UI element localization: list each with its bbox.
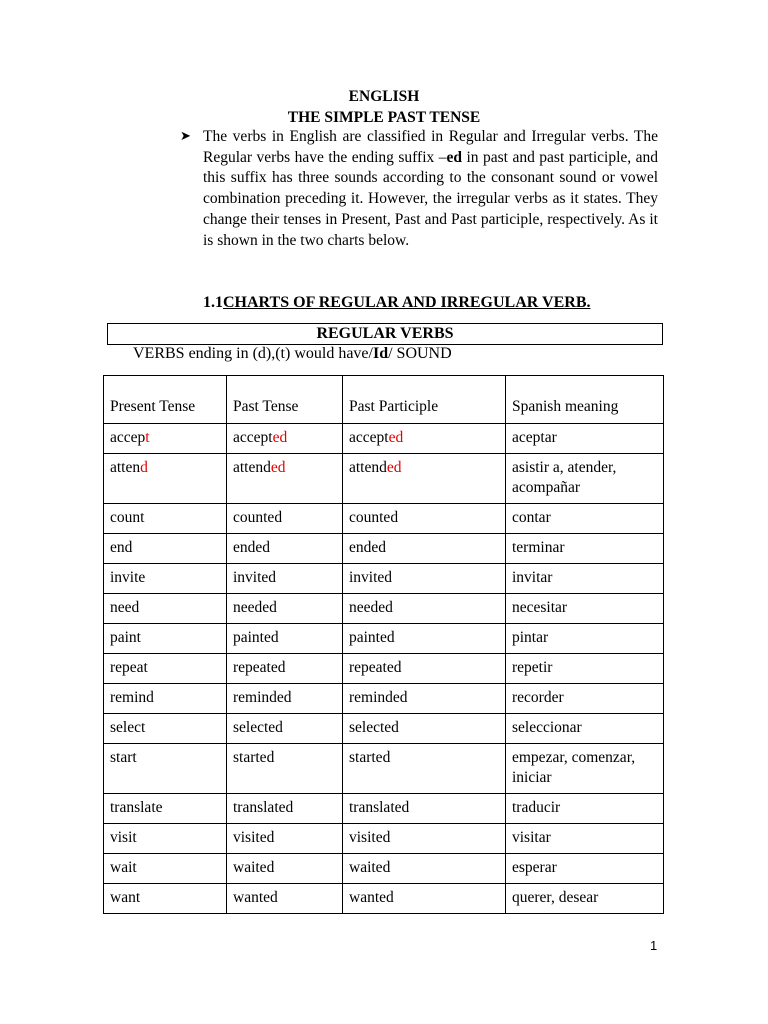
- table-row: [104, 744, 664, 794]
- intro-text-part2: in past and past participle, and this suffix has three sounds according to the consonant sound or vowel combination preceding it. However, the irregular verbs as it states. They change their tenses in Present, Past and Past participle, respectively. As it is shown in the two charts below.: [203, 148, 658, 249]
- cell-past: needed: [227, 594, 343, 624]
- table-header-row: [104, 376, 664, 424]
- document-title: ENGLISH: [348, 88, 420, 105]
- cell-past: [227, 424, 343, 454]
- cell-participle: [343, 424, 506, 454]
- cell-past: repeated: [227, 654, 343, 684]
- suffix-highlight: ed: [272, 429, 288, 446]
- stem: accept: [349, 429, 389, 446]
- cell-present: wait: [104, 854, 227, 884]
- cell-past: wanted: [227, 884, 343, 914]
- table-row: [104, 824, 664, 854]
- table-row: [104, 714, 664, 744]
- cell-participle: started: [343, 744, 506, 794]
- regular-verbs-box-title: REGULAR VERBS: [107, 323, 663, 345]
- table-row: [104, 504, 664, 534]
- cell-spanish: aceptar: [506, 424, 664, 454]
- cell-spanish: visitar: [506, 824, 664, 854]
- subheading-prefix: VERBS ending in (d),(t) would have/: [133, 345, 373, 362]
- cell-participle: painted: [343, 624, 506, 654]
- header-spanish-meaning: Spanish meaning: [506, 376, 664, 424]
- cell-present: end: [104, 534, 227, 564]
- cell-present: select: [104, 714, 227, 744]
- suffix-highlight: ed: [386, 459, 402, 476]
- cell-spanish: recorder: [506, 684, 664, 714]
- table-row: [104, 624, 664, 654]
- cell-past: visited: [227, 824, 343, 854]
- cell-present: translate: [104, 794, 227, 824]
- stem: attend: [349, 459, 387, 476]
- page-number: 1: [650, 938, 658, 953]
- cell-present: need: [104, 594, 227, 624]
- intro-suffix-bold: ed: [446, 148, 462, 166]
- header-past-tense: Past Tense: [227, 376, 343, 424]
- header-past-participle: Past Participle: [343, 376, 506, 424]
- cell-past: reminded: [227, 684, 343, 714]
- cell-spanish: querer, desear: [506, 884, 664, 914]
- cell-present: [104, 454, 227, 504]
- cell-present: paint: [104, 624, 227, 654]
- cell-past: selected: [227, 714, 343, 744]
- intro-text-part1: The verbs in English are classified in Regular and Irregular verbs. The Regular verbs have the ending suffix –: [203, 128, 658, 166]
- cell-spanish: traducir: [506, 794, 664, 824]
- table-row: [104, 884, 664, 914]
- cell-present: count: [104, 504, 227, 534]
- header-present-tense: Present Tense: [104, 376, 227, 424]
- ending-highlight: t: [145, 429, 150, 446]
- table-row: [104, 854, 664, 884]
- cell-spanish: contar: [506, 504, 664, 534]
- cell-past: invited: [227, 564, 343, 594]
- stem: attend: [233, 459, 271, 476]
- arrow-bullet-icon: ➤: [180, 128, 191, 143]
- suffix-highlight: ed: [270, 459, 286, 476]
- cell-past: counted: [227, 504, 343, 534]
- cell-present: visit: [104, 824, 227, 854]
- document-subtitle: THE SIMPLE PAST TENSE: [287, 109, 481, 126]
- section-title: CHARTS OF REGULAR AND IRREGULAR VERB.: [223, 294, 591, 311]
- table-row: [104, 564, 664, 594]
- table-row: [104, 654, 664, 684]
- cell-present: invite: [104, 564, 227, 594]
- cell-past: waited: [227, 854, 343, 884]
- cell-participle: invited: [343, 564, 506, 594]
- stem: accep: [110, 429, 146, 446]
- ending-highlight: d: [140, 459, 148, 476]
- stem: accept: [233, 429, 273, 446]
- cell-spanish: esperar: [506, 854, 664, 884]
- table-row: [104, 594, 664, 624]
- table-row: [104, 684, 664, 714]
- cell-spanish: repetir: [506, 654, 664, 684]
- cell-past: painted: [227, 624, 343, 654]
- cell-participle: waited: [343, 854, 506, 884]
- cell-past: [227, 454, 343, 504]
- cell-spanish: terminar: [506, 534, 664, 564]
- stem: atten: [110, 459, 141, 476]
- cell-spanish: empezar, comenzar, iniciar: [506, 744, 664, 794]
- cell-present: [104, 424, 227, 454]
- cell-present: want: [104, 884, 227, 914]
- cell-participle: reminded: [343, 684, 506, 714]
- cell-present: remind: [104, 684, 227, 714]
- cell-present: start: [104, 744, 227, 794]
- cell-participle: ended: [343, 534, 506, 564]
- cell-spanish: seleccionar: [506, 714, 664, 744]
- cell-spanish: necesitar: [506, 594, 664, 624]
- cell-participle: needed: [343, 594, 506, 624]
- cell-past: started: [227, 744, 343, 794]
- table-row: [104, 534, 664, 564]
- subheading-suffix: / SOUND: [388, 345, 452, 362]
- cell-spanish: pintar: [506, 624, 664, 654]
- cell-participle: translated: [343, 794, 506, 824]
- cell-past: ended: [227, 534, 343, 564]
- table-row: [104, 794, 664, 824]
- table-row: [104, 454, 664, 504]
- section-heading: [203, 294, 590, 312]
- cell-spanish: asistir a, atender, acompañar: [506, 454, 664, 504]
- intro-paragraph: [203, 127, 658, 251]
- cell-participle: repeated: [343, 654, 506, 684]
- cell-participle: wanted: [343, 884, 506, 914]
- cell-spanish: invitar: [506, 564, 664, 594]
- cell-present: repeat: [104, 654, 227, 684]
- cell-participle: counted: [343, 504, 506, 534]
- sound-subheading: [133, 345, 452, 363]
- cell-participle: [343, 454, 506, 504]
- subheading-sound: Id: [372, 345, 389, 362]
- table-row: [104, 424, 664, 454]
- cell-past: translated: [227, 794, 343, 824]
- suffix-highlight: ed: [388, 429, 404, 446]
- regular-verbs-table: [103, 375, 664, 914]
- cell-participle: visited: [343, 824, 506, 854]
- section-number: 1.1: [203, 294, 223, 311]
- cell-participle: selected: [343, 714, 506, 744]
